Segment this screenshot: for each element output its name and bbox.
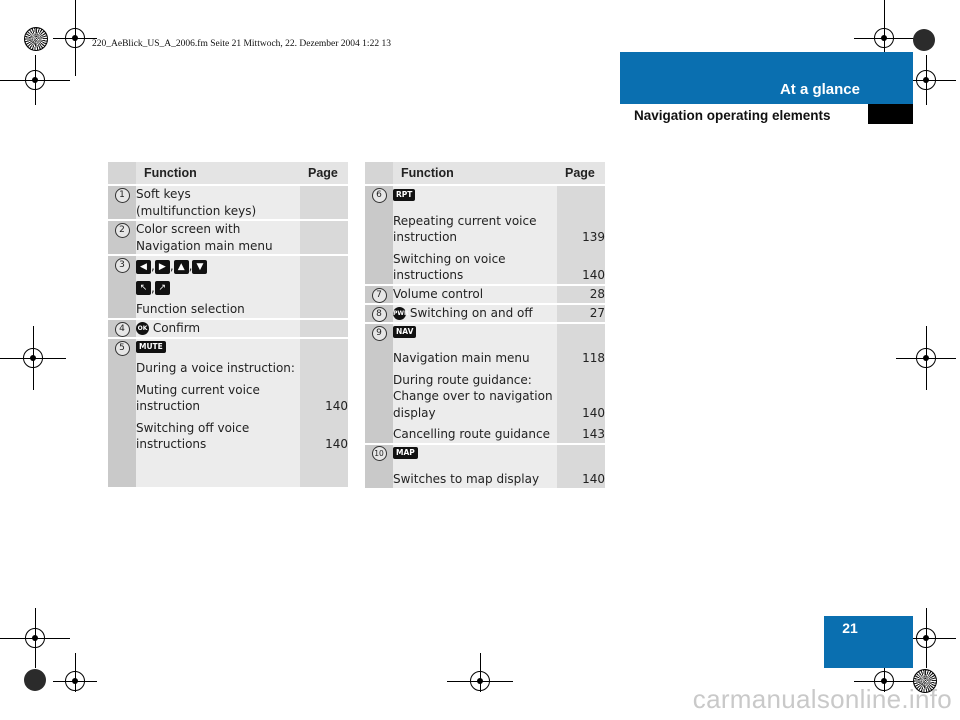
arrow-right-key-icon: ▶ xyxy=(155,260,170,274)
function-text: During route guidance: xyxy=(393,372,532,387)
page-ref: 140 xyxy=(325,399,348,413)
function-text: Switches to map display xyxy=(393,472,540,486)
item-number: 6 xyxy=(372,188,387,203)
right-function-table xyxy=(365,160,605,490)
page-ref: 118 xyxy=(582,351,605,365)
function-text: instruction xyxy=(393,230,458,244)
table-row xyxy=(108,186,348,219)
function-text: display xyxy=(393,405,436,420)
function-text: instructions xyxy=(136,437,207,451)
function-text: instructions xyxy=(393,268,464,282)
section-title: At a glance xyxy=(779,81,860,98)
function-text: instruction xyxy=(136,399,201,413)
page-ref: 140 xyxy=(582,405,605,420)
page-ref: 140 xyxy=(325,437,348,451)
item-number: 10 xyxy=(372,446,387,461)
item-number: 7 xyxy=(372,288,387,303)
function-text: Cancelling route guidance xyxy=(393,427,550,441)
table-row xyxy=(108,221,348,254)
function-column-header: Function xyxy=(136,162,300,184)
solid-circle-mark-icon xyxy=(24,669,46,691)
page-ref: 143 xyxy=(582,427,605,441)
item-number: 5 xyxy=(115,341,130,356)
function-text: Soft keys xyxy=(136,187,191,201)
table-row xyxy=(365,445,605,488)
function-text: (multifunction keys) xyxy=(136,203,257,218)
arrow-up-key-icon: ▲ xyxy=(174,260,189,274)
solid-circle-mark-icon xyxy=(913,29,935,51)
num-column-header xyxy=(365,162,393,184)
page-ref: 28 xyxy=(589,286,605,301)
nav-key-icon: NAV xyxy=(393,326,416,338)
function-text: During a voice instruction: xyxy=(136,361,295,375)
function-text: Change over to navigation xyxy=(393,389,553,403)
page-column-header: Page xyxy=(300,162,348,184)
item-number: 1 xyxy=(115,188,130,203)
arrow-down-key-icon: ▼ xyxy=(192,260,207,274)
map-key-icon: MAP xyxy=(393,447,418,459)
function-text: Switching on voice xyxy=(393,251,506,266)
function-text: Color screen with xyxy=(136,222,241,236)
repeat-key-icon: RPT xyxy=(393,189,415,201)
table-row xyxy=(365,305,605,322)
function-text: Volume control xyxy=(393,286,484,301)
function-text: Function selection xyxy=(136,302,245,316)
num-column-header xyxy=(108,162,136,184)
page-number: 21 xyxy=(842,620,858,636)
function-column-header: Function xyxy=(393,162,557,184)
page-column-header: Page xyxy=(557,162,605,184)
left-function-table xyxy=(108,160,348,489)
function-text: Confirm xyxy=(152,320,201,335)
arrow-diagonal-up-left-key-icon: ↖ xyxy=(136,281,151,295)
page-ref: 139 xyxy=(582,230,605,244)
starburst-circle-mark-icon xyxy=(24,27,48,51)
page-ref: 27 xyxy=(589,305,605,320)
function-text: Navigation main menu xyxy=(393,351,530,365)
page-subtitle: Navigation operating elements xyxy=(634,108,831,123)
table-row xyxy=(365,286,605,303)
table-row xyxy=(108,339,348,487)
item-number: 3 xyxy=(115,258,130,273)
page-ref: 140 xyxy=(582,472,605,486)
function-text: Muting current voice xyxy=(136,382,260,397)
watermark-text: carmanualsonline.info xyxy=(692,684,952,714)
item-number: 4 xyxy=(115,322,130,337)
item-number: 8 xyxy=(372,307,387,322)
ok-key-icon: OK xyxy=(136,322,149,335)
file-meta-line: 220_AeBlick_US_A_2006.fm Seite 21 Mittwoch, 22. Dezember 2004 1:22 13 xyxy=(92,39,391,49)
item-number: 2 xyxy=(115,223,130,238)
arrow-diagonal-up-right-key-icon: ↗ xyxy=(155,281,170,295)
page-ref: 140 xyxy=(582,268,605,282)
section-header-band xyxy=(620,52,913,104)
table-row: 3 ◀ , ▶ , ▲ , ▼ ↖ , ↗ Function selection xyxy=(108,256,348,318)
table-row xyxy=(108,320,348,337)
mute-key-icon: MUTE xyxy=(136,341,166,353)
arrow-left-key-icon: ◀ xyxy=(136,260,151,274)
function-text: Switching off voice xyxy=(136,420,250,435)
power-key-icon: PWR xyxy=(393,307,406,320)
table-row xyxy=(365,324,605,443)
function-text: Switching on and off xyxy=(409,305,533,320)
function-text: Repeating current voice xyxy=(393,213,537,228)
function-text: Navigation main menu xyxy=(136,238,273,253)
table-row xyxy=(365,186,605,284)
header-marker-block xyxy=(868,104,913,124)
item-number: 9 xyxy=(372,326,387,341)
